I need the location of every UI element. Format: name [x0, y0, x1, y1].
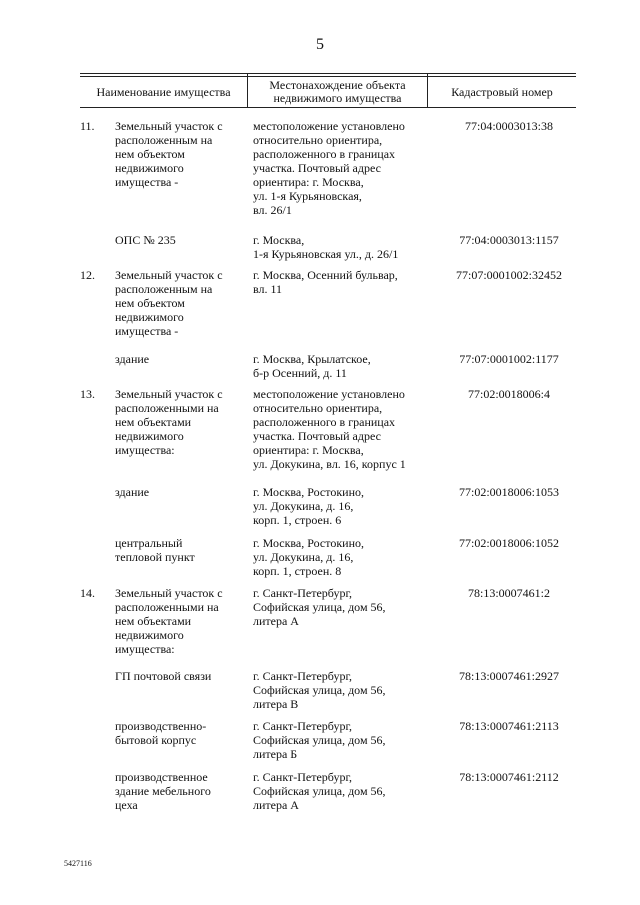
page-number: 5	[316, 36, 324, 53]
row-name: производственное здание мебельного цеха	[115, 770, 211, 812]
row-name: производственно- бытовой корпус	[115, 719, 207, 747]
row-name: здание	[115, 352, 150, 366]
row-name: здание	[115, 485, 150, 499]
row-location: г. Москва, 1-я Курьяновская ул., д. 26/1	[253, 233, 399, 261]
row-location: г. Москва, Ростокино, ул. Докукина, д. 16, корп. 1, строен. 6	[253, 485, 364, 527]
row-location: г. Санкт-Петербург, Софийская улица, дом 56, литера А	[253, 586, 386, 628]
row-cadastral: 78:13:0007461:2927	[458, 669, 559, 683]
header-location: Местонахождение объекта недвижимого имущества	[269, 78, 406, 105]
row-number: 14.	[80, 586, 95, 600]
row-name: ОПС № 235	[115, 233, 176, 247]
row-location: местоположение установлено относительно ориентира, расположенного в границах участка. Почтовый адрес ориентира: г. Москва, ул. Докукина, вл. 16, корпус 1	[253, 387, 406, 471]
header-top-rule	[80, 73, 576, 74]
row-cadastral: 78:13:0007461:2	[467, 586, 550, 600]
row-cadastral: 77:02:0018006:1052	[458, 536, 559, 550]
row-cadastral: 77:04:0003013:38	[464, 119, 553, 133]
row-location: г. Санкт-Петербург, Софийская улица, дом 56, литера В	[253, 669, 386, 711]
row-location: г. Москва, Крылатское, б-р Осенний, д. 11	[253, 352, 371, 380]
document-code: 5427116	[64, 859, 92, 868]
row-name: Земельный участок с расположенными на нем объектами недвижимого имущества:	[115, 387, 223, 457]
row-number: 12.	[80, 268, 95, 282]
row-location: г. Санкт-Петербург, Софийская улица, дом 56, литера А	[253, 770, 386, 812]
row-number: 11.	[80, 119, 95, 133]
row-cadastral: 77:07:0001002:32452	[455, 268, 562, 282]
row-location: местоположение установлено относительно ориентира, расположенного в границах участка. Почтовый адрес ориентира: г. Москва, ул. 1-я Курьяновская, вл. 26/1	[253, 119, 405, 217]
row-name: Земельный участок с расположенными на нем объектами недвижимого имущества:	[115, 586, 223, 656]
row-cadastral: 77:02:0018006:4	[467, 387, 550, 401]
row-name: центральный тепловой пункт	[115, 536, 195, 564]
row-cadastral: 77:04:0003013:1157	[459, 233, 559, 247]
row-cadastral: 77:07:0001002:1177	[459, 352, 559, 366]
row-cadastral: 78:13:0007461:2113	[459, 719, 559, 733]
row-cadastral: 78:13:0007461:2112	[459, 770, 559, 784]
row-location: г. Москва, Ростокино, ул. Докукина, д. 16, корп. 1, строен. 8	[253, 536, 364, 578]
header-name: Наименование имущества	[96, 84, 231, 99]
row-number: 13.	[80, 387, 95, 401]
row-cadastral: 77:02:0018006:1053	[458, 485, 559, 499]
row-name: ГП почтовой связи	[115, 669, 212, 683]
row-location: г. Москва, Осенний бульвар, вл. 11	[253, 268, 398, 296]
header-cadastral: Кадастровый номер	[451, 84, 553, 99]
row-name: Земельный участок с расположенным на нем объектом недвижимого имущества -	[115, 268, 223, 338]
row-name: Земельный участок с расположенным на нем объектом недвижимого имущества -	[115, 119, 223, 189]
header-bottom-rule	[80, 107, 576, 108]
row-location: г. Санкт-Петербург, Софийская улица, дом 56, литера Б	[253, 719, 386, 761]
